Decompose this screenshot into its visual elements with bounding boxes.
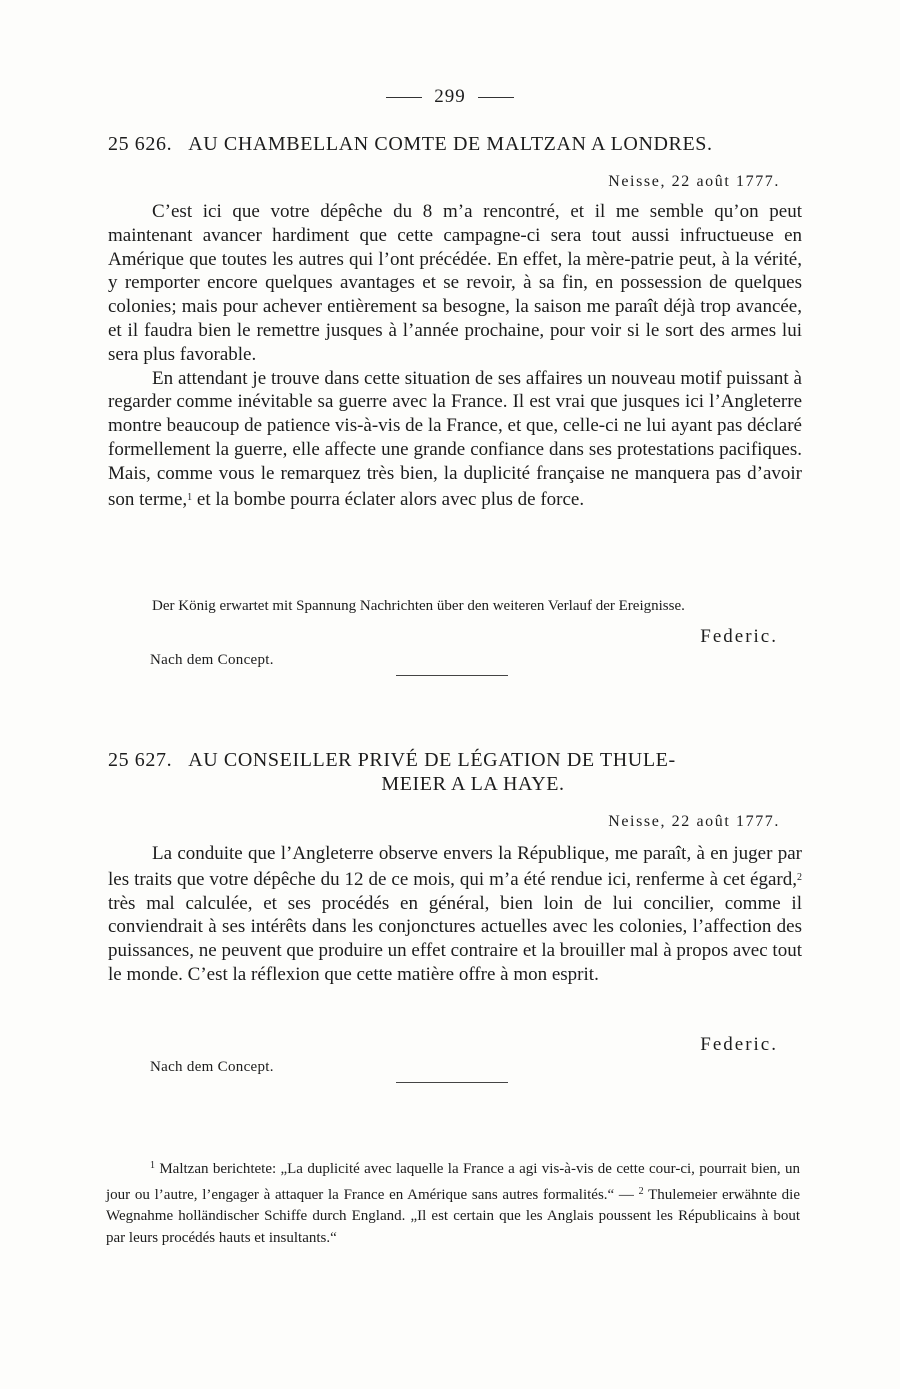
letter1-heading: [108, 132, 808, 156]
letter1-source: Nach dem Concept.: [150, 652, 274, 668]
footnotes: [106, 1155, 800, 1249]
letter2-dateline: Neisse, 22 août 1777.: [608, 813, 780, 830]
letter1-paragraph-2: [108, 367, 802, 512]
letter1-body: [108, 200, 802, 511]
footnote-ref-2: 2: [797, 871, 802, 883]
letter2-title-line2: MEIER A LA HAYE.: [381, 773, 565, 795]
footnote-block: [106, 1155, 800, 1249]
letter1-editor-note: [108, 596, 802, 617]
letter1-separator: [396, 675, 508, 676]
letter1-dateline: Neisse, 22 août 1777.: [608, 173, 780, 190]
footnote-text-2: Thulemeier erwähnte die Wegnahme holländischer Schiffe durch England. „Il est certain que les Anglais poussent les Républicains à bout par leurs procédés hauts et insultants.“: [106, 1186, 800, 1246]
footnote-text-1: Maltzan berichtete: „La duplicité avec laquelle la France a agi vis-à-vis de cette cour-ci, pourrait bien, un jour ou l’autre, l’engager à attaquer la France en Amérique sans autres formalités.“ —: [106, 1161, 800, 1203]
letter2-paragraph-1: [108, 842, 802, 987]
footnote-ref-1: 1: [187, 491, 193, 503]
letter2-paragraph-1-text-a: La conduite que l’Angleterre observe envers la République, me paraît, à en juger par les traits que votre dépêche du 12 de ce mois, qui m’a été rendue ici, renferme à cet égard,: [108, 843, 802, 890]
letter1-paragraph-1: C’est ici que votre dépêche du 8 m’a rencontré, et il me semble qu’on peut maintenant avancer hardiment que cette campagne-ci sera tout aussi infructueuse en Amérique que toutes les autres qui l’ont précédée. En effet, la mère-patrie peut, à la vérité, y remporter encore quelques avantages et se revoir, à sa fin, en possession de quelques colonies; mais pour achever entièrement sa besogne, la saison me paraît déjà trop avancée, et il faudra bien le remettre jusques à l’année prochaine, pour voir si le sort des armes lui sera plus favorable.: [108, 201, 802, 365]
letter2-signature: Federic.: [700, 1034, 778, 1055]
page-number-text: 299: [434, 86, 466, 107]
letter1-note-text: Der König erwartet mit Spannung Nachrichten über den weiteren Verlauf der Ereignisse.: [152, 598, 685, 614]
letter2-body: [108, 842, 802, 987]
letter2-number: 25 627.: [108, 749, 173, 771]
letter2-heading: [108, 748, 808, 796]
footnote-marker-2: 2: [638, 1185, 644, 1197]
page-number-dash-right: [478, 97, 514, 98]
letter1-paragraph-2-text-b: et la bombe pourra éclater alors avec plus de force.: [192, 488, 585, 510]
footnote-marker-1: 1: [150, 1160, 155, 1171]
page-number-dash-left: [386, 97, 422, 98]
letter2-separator: [396, 1082, 508, 1083]
letter2-source: Nach dem Concept.: [150, 1059, 274, 1075]
letter1-number: 25 626.: [108, 133, 173, 155]
page-number: [0, 86, 900, 108]
letter1-signature: Federic.: [700, 626, 778, 647]
letter1-paragraph-2-text-a: En attendant je trouve dans cette situation de ses affaires un nouveau motif puissant à regarder comme inévitable sa guerre avec la France. Il est vrai que jusques ici l’Angleterre montre beaucoup de patience vis-à-vis de la France, et que, celle-ci ne lui ayant pas déclaré formellement la guerre, elle affecte une grande confiance dans ses protestations pacifiques. Mais, comme vous le remarquez très bien, la duplicité française ne manquera pas d’avoir son terme,: [108, 367, 802, 510]
letter1-title: AU CHAMBELLAN COMTE DE MALTZAN A LONDRES.: [188, 133, 713, 155]
letter2-title-line1: AU CONSEILLER PRIVÉ DE LÉGATION DE THULE-: [188, 749, 676, 771]
letter2-paragraph-1-text-b: très mal calculée, et ses procédés en général, bien loin de lui concilier, comme il conviendrait à ses intérêts dans les conjonctures actuelles avec les colonies, l’affection des puissances, ne peuvent que produire un effet contraire et la brouiller mal à propos avec tout le monde. C’est la réflexion que cette matière offre à mon esprit.: [108, 892, 802, 985]
